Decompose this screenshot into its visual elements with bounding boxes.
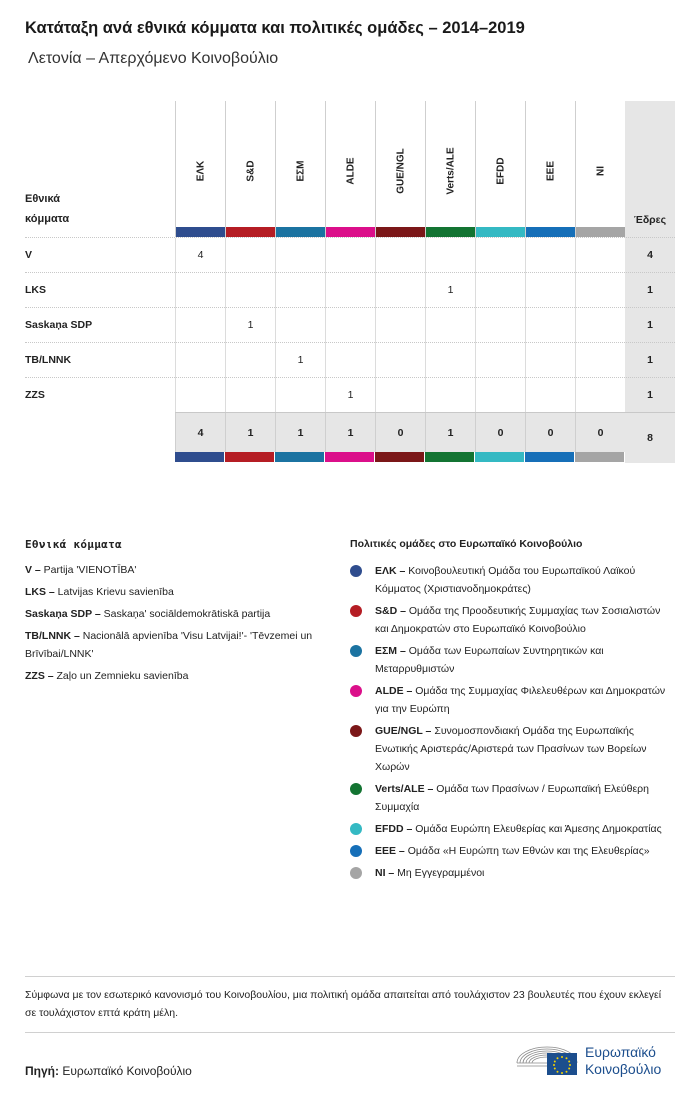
legend-name: Latvijas Krievu savienība	[54, 586, 174, 598]
table-cell	[275, 378, 325, 413]
legend-item	[350, 682, 675, 718]
national-parties-legend	[25, 538, 325, 689]
total-cell: 1	[425, 413, 475, 453]
legend-item	[350, 864, 675, 882]
legend-abbr: ΕΛΚ –	[375, 565, 406, 577]
legend-name: Ομάδα της Προοδευτικής Συμμαχίας των Σοσιαλιστών και Δημοκρατών στο Ευρωπαϊκό Κοινοβούλιο	[375, 605, 661, 635]
table-row	[25, 377, 675, 412]
table-cell	[575, 238, 625, 273]
table-cell	[375, 378, 425, 413]
group-color-bar	[526, 227, 575, 237]
legend-name: Partija 'VIENOTĪBA'	[40, 564, 137, 576]
seats-cell: 1	[647, 284, 653, 296]
table-cell	[525, 238, 575, 273]
table-cell	[375, 308, 425, 343]
group-color-bar	[226, 227, 275, 237]
seats-cell: 1	[647, 389, 653, 401]
party-name: V	[25, 249, 33, 261]
table-cell	[275, 238, 325, 273]
legend-abbr: ALDE –	[375, 685, 413, 697]
table-cell: 1	[225, 308, 275, 343]
legend-item	[350, 562, 675, 598]
table-cell	[475, 273, 525, 308]
table-cell: 1	[325, 378, 375, 413]
legend-abbr: EEE –	[375, 845, 405, 857]
total-cell: 1	[275, 413, 325, 453]
table-cell: 1	[425, 273, 475, 308]
legend-item	[350, 642, 675, 678]
legend-name: Συνομοσπονδιακή Ομάδα της Ευρωπαϊκής Ενωτικής Αριστεράς/Αριστερά των Πρασίνων των Βορείων Χωρών	[375, 725, 647, 773]
legend-item	[350, 602, 675, 638]
table-cell	[475, 378, 525, 413]
table-cell	[375, 238, 425, 273]
group-column-header	[275, 101, 325, 237]
legend-abbr: ZZS –	[25, 670, 54, 682]
total-cell: 0	[525, 413, 575, 453]
seats-column-header: Έδρες	[633, 214, 667, 226]
political-groups-legend	[350, 538, 675, 886]
footnote: Σύμφωνα με τον εσωτερικό κανονισμό του Κοινοβουλίου, μια πολιτική ομάδα απαιτείται από τουλάχιστον 23 βουλευτές που έχουν εκλεγεί σε τουλάχιστον επτά κράτη μέλη.	[25, 976, 675, 1033]
group-color-bar	[575, 452, 624, 462]
legend-abbr: TB/LNNK –	[25, 630, 80, 642]
legend-abbr: GUE/NGL –	[375, 725, 432, 737]
party-name: TB/LNNK	[25, 354, 72, 366]
legend-dot-icon	[350, 725, 362, 737]
table-row	[25, 307, 675, 342]
legend-abbr: NI –	[375, 867, 395, 879]
source-line	[25, 1064, 192, 1078]
group-color-bar	[326, 227, 375, 237]
table-cell	[425, 378, 475, 413]
legend-item	[25, 561, 325, 579]
legend-item	[350, 820, 675, 838]
legend-name: Nacionālā apvienība 'Visu Latvijai!'- 'Tēvzemei un Brīvībai/LNNK'	[25, 630, 313, 660]
group-color-bar	[476, 227, 525, 237]
table-cell	[525, 378, 575, 413]
legend-name: Ομάδα των Ευρωπαίων Συντηρητικών και Μεταρρυθμιστών	[375, 645, 604, 675]
group-color-bar	[376, 227, 425, 237]
table-cell	[175, 378, 225, 413]
legend-item	[25, 667, 325, 685]
legend-item	[25, 605, 325, 623]
table-cell	[225, 273, 275, 308]
group-column-header	[425, 101, 475, 237]
legend-item	[350, 842, 675, 860]
group-color-bar	[525, 452, 574, 462]
group-column-label: S&D	[245, 160, 256, 182]
table-cell	[325, 343, 375, 378]
grand-total-cell: 8	[625, 412, 675, 462]
legend-name: Κοινοβουλευτική Ομάδα του Ευρωπαϊκού Λαϊκού Κόμματος (Χριστιανοδημοκράτες)	[375, 565, 636, 595]
national-parties-legend-heading: Εθνικά κόμματα	[25, 538, 122, 551]
legend-name: Ομάδα των Πρασίνων / Ευρωπαϊκή Ελεύθερη Συμμαχία	[375, 783, 649, 813]
party-name: LKS	[25, 284, 46, 296]
total-cell: 0	[375, 413, 425, 453]
group-color-bar	[325, 452, 374, 462]
legend-name: Ομάδα Ευρώπη Ελευθερίας και Άμεσης Δημοκρατίας	[412, 823, 662, 835]
party-name: Saskaņa SDP	[25, 319, 93, 331]
table-cell	[475, 308, 525, 343]
group-column-label: EFDD	[495, 157, 506, 185]
table-cell	[525, 308, 575, 343]
group-color-bar	[475, 452, 524, 462]
legend-dot-icon	[350, 605, 362, 617]
legend-abbr: ΕΣΜ –	[375, 645, 406, 657]
table-cell	[375, 273, 425, 308]
table-cell	[175, 308, 225, 343]
table-row	[25, 272, 675, 307]
table-cell	[325, 308, 375, 343]
party-column-header: Εθνικά κόμματα	[25, 193, 70, 225]
table-cell	[225, 378, 275, 413]
group-color-bar	[276, 227, 325, 237]
group-column-label: ΕΣΜ	[295, 160, 306, 182]
page-subtitle: Λετονία – Απερχόμενο Κοινοβούλιο	[28, 50, 279, 67]
table-cell	[475, 238, 525, 273]
legend-dot-icon	[350, 867, 362, 879]
table-cell	[275, 308, 325, 343]
seats-cell: 1	[647, 319, 653, 331]
table-cell	[325, 238, 375, 273]
legend-name: Ομάδα της Συμμαχίας Φιλελευθέρων και Δημοκρατών για την Ευρώπη	[375, 685, 666, 715]
party-name: ZZS	[25, 389, 45, 401]
legend-abbr: EFDD –	[375, 823, 413, 835]
group-color-bar	[176, 227, 225, 237]
group-column-label: EEE	[545, 160, 556, 182]
table-cell	[375, 343, 425, 378]
table-cell	[325, 273, 375, 308]
table-row	[25, 237, 675, 272]
legend-abbr: V –	[25, 564, 41, 576]
total-cell: 0	[575, 413, 625, 453]
table-row	[25, 342, 675, 377]
legend-dot-icon	[350, 845, 362, 857]
legend-item	[350, 780, 675, 816]
table-cell	[425, 238, 475, 273]
group-column-header	[525, 101, 575, 237]
group-column-label: ALDE	[345, 157, 356, 185]
table-cell: 4	[175, 238, 225, 273]
legend-name: Ομάδα «Η Ευρώπη των Εθνών και της Ελευθερίας»	[404, 845, 650, 857]
source-label: Πηγή:	[25, 1064, 59, 1078]
total-cell: 0	[475, 413, 525, 453]
legend-item	[25, 583, 325, 601]
political-groups-legend-heading: Πολιτικές ομάδες στο Ευρωπαϊκό Κοινοβούλιο	[350, 538, 583, 550]
legend-name: Μη Εγγεγραμμένοι	[394, 867, 485, 879]
table-cell	[225, 343, 275, 378]
group-color-bar	[375, 452, 424, 462]
legend-name: Zaļo un Zemnieku savienība	[53, 670, 189, 682]
total-cell: 1	[225, 413, 275, 453]
legend-name: Saskaņa' sociāldemokrātiskā partija	[100, 608, 271, 620]
legend-dot-icon	[350, 685, 362, 697]
group-color-bar	[275, 452, 324, 462]
table-cell	[575, 378, 625, 413]
table-cell	[175, 273, 225, 308]
group-color-bar	[576, 227, 625, 237]
legend-item	[25, 627, 325, 663]
group-column-header	[375, 101, 425, 237]
table-cell	[475, 343, 525, 378]
group-column-header	[225, 101, 275, 237]
total-cell: 4	[175, 413, 225, 453]
legend-item	[350, 722, 675, 776]
table-cell	[575, 308, 625, 343]
table-cell: 1	[275, 343, 325, 378]
group-color-bar	[425, 452, 474, 462]
table-cell	[425, 343, 475, 378]
table-cell	[575, 343, 625, 378]
group-column-label: Verts/ALE	[445, 147, 456, 195]
group-column-label: NI	[595, 166, 606, 176]
table-cell	[275, 273, 325, 308]
total-cell: 1	[325, 413, 375, 453]
group-column-label: GUE/NGL	[395, 148, 406, 194]
group-column-header	[175, 101, 225, 237]
group-column-header	[575, 101, 625, 237]
legend-dot-icon	[350, 565, 362, 577]
legend-abbr: LKS –	[25, 586, 55, 598]
group-color-bar	[175, 452, 224, 462]
legend-abbr: Saskaņa SDP –	[25, 608, 101, 620]
table-cell	[525, 343, 575, 378]
legend-abbr: S&D –	[375, 605, 406, 617]
table-cell	[425, 308, 475, 343]
group-column-label: ΕΛΚ	[195, 160, 206, 182]
group-column-header	[475, 101, 525, 237]
totals-row	[175, 412, 625, 452]
table-cell	[525, 273, 575, 308]
group-color-bar	[225, 452, 274, 462]
page-title: Κατάταξη ανά εθνικά κόμματα και πολιτικές ομάδες – 2014–2019	[25, 19, 525, 37]
logo-text: Ευρωπαϊκό Κοινοβούλιο	[585, 1044, 662, 1077]
seats-cell: 4	[647, 249, 653, 261]
group-color-bar	[426, 227, 475, 237]
table-cell	[225, 238, 275, 273]
group-column-header	[325, 101, 375, 237]
seats-cell: 1	[647, 354, 653, 366]
legend-dot-icon	[350, 783, 362, 795]
legend-dot-icon	[350, 823, 362, 835]
table-cell	[575, 273, 625, 308]
source-value: Ευρωπαϊκό Κοινοβούλιο	[59, 1064, 192, 1078]
legend-dot-icon	[350, 645, 362, 657]
legend-abbr: Verts/ALE –	[375, 783, 434, 795]
table-cell	[175, 343, 225, 378]
